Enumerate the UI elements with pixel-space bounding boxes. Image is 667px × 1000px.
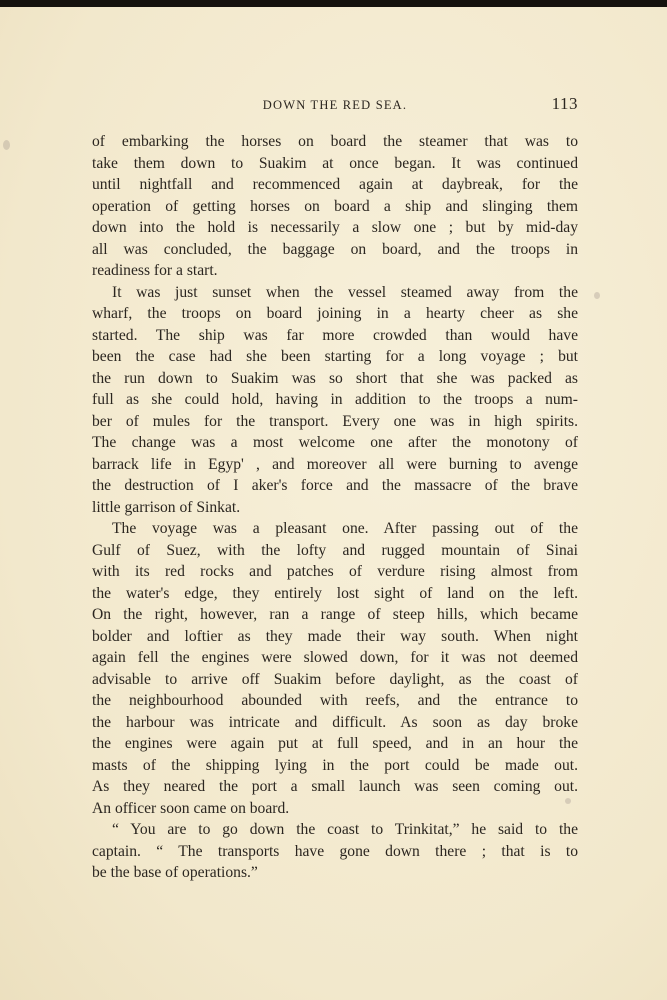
running-head bbox=[92, 94, 578, 118]
paragraph bbox=[92, 282, 578, 519]
text-line: On the right, however, ran a range of steep hills, which became bbox=[92, 606, 578, 623]
text-line: An officer soon came on board. bbox=[92, 799, 290, 817]
paragraph bbox=[92, 819, 578, 884]
body-text bbox=[92, 131, 578, 884]
text-line: down into the hold is necessarily a slow one ; but by mid-day bbox=[92, 219, 578, 236]
paper-speck bbox=[565, 798, 571, 804]
text-line: The voyage was a pleasant one. After passing out of the bbox=[112, 520, 578, 537]
text-line: full as she could hold, having in addition to the troops a num- bbox=[92, 391, 578, 408]
text-line: readiness for a start. bbox=[92, 262, 218, 279]
text-line: until nightfall and recommenced again at daybreak, for the bbox=[92, 176, 578, 193]
page-top-edge bbox=[0, 0, 667, 7]
text-line: the run down to Suakim was so short that she was packed as bbox=[92, 369, 578, 387]
text-line: operation of getting horses on board a ship and slinging them bbox=[92, 197, 578, 215]
text-line: with its red rocks and patches of verdure rising almost from bbox=[92, 563, 578, 580]
text-line: Gulf of Suez, with the lofty and rugged mountain of Sinai bbox=[92, 541, 578, 559]
paragraph bbox=[92, 518, 578, 819]
text-line: the engines were again put at full speed, and in an hour the bbox=[92, 735, 578, 752]
text-line: be the base of operations.” bbox=[92, 864, 258, 881]
text-line: “ You are to go down the coast to Trinkitat,” he said to the bbox=[112, 821, 578, 838]
text-line: ber of mules for the transport. Every one was in high spirits. bbox=[92, 412, 578, 430]
text-line: advisable to arrive off Suakim before daylight, as the coast of bbox=[92, 670, 578, 688]
paragraph bbox=[92, 131, 578, 282]
text-line: the neighbourhood abounded with reefs, and the entrance to bbox=[92, 692, 578, 709]
text-line: It was just sunset when the vessel steamed away from the bbox=[112, 283, 578, 301]
text-line: again fell the engines were slowed down, for it was not deemed bbox=[92, 649, 578, 666]
text-line: barrack life in Egyp' , and moreover all were burning to avenge bbox=[92, 455, 578, 473]
text-line: As they neared the port a small launch was seen coming out. bbox=[92, 778, 578, 795]
paper-speck bbox=[594, 292, 600, 299]
text-line: take them down to Suakim at once began. It was continued bbox=[92, 154, 578, 172]
text-line: captain. “ The transports have gone down there ; that is to bbox=[92, 842, 578, 860]
text-line: The change was a most welcome one after the monotony of bbox=[92, 434, 578, 451]
text-line: all was concluded, the baggage on board, and the troops in bbox=[92, 240, 578, 258]
text-line: started. The ship was far more crowded than would have bbox=[92, 326, 578, 344]
text-line: little garrison of Sinkat. bbox=[92, 498, 241, 516]
text-line: the water's edge, they entirely lost sight of land on the left. bbox=[92, 584, 578, 602]
text-line: masts of the shipping lying in the port could be made out. bbox=[92, 756, 578, 774]
text-line: of embarking the horses on board the steamer that was to bbox=[92, 133, 578, 150]
text-line: the harbour was intricate and difficult. As soon as day broke bbox=[92, 713, 578, 731]
page-number: 113 bbox=[551, 94, 578, 113]
running-head-title: DOWN THE RED SEA. bbox=[262, 98, 408, 112]
text-line: wharf, the troops on board joining in a hearty cheer as she bbox=[92, 305, 578, 322]
text-line: been the case had she been starting for a long voyage ; but bbox=[92, 348, 578, 365]
paper-speck bbox=[3, 140, 10, 150]
text-line: bolder and loftier as they made their way south. When night bbox=[92, 627, 578, 645]
text-line: the destruction of I aker's force and the massacre of the brave bbox=[92, 477, 578, 494]
